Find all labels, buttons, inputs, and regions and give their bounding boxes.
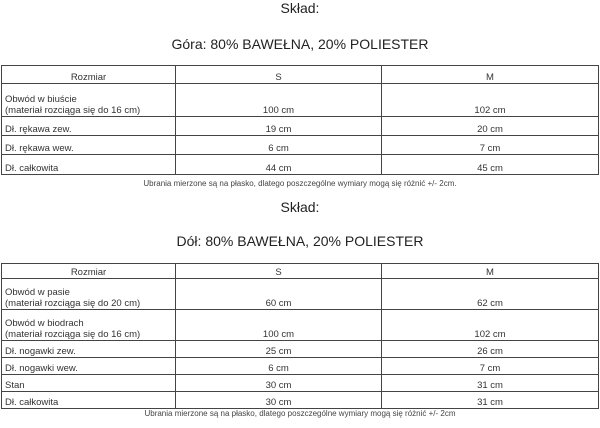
cell-s: 100 cm: [176, 84, 382, 117]
row-label: [2, 279, 176, 310]
table-row: [2, 279, 599, 310]
row-label: [2, 84, 176, 117]
cell-m: 26 cm: [382, 341, 599, 358]
top-size-table: [1, 65, 599, 175]
row-label: Dł. całkowita: [2, 155, 176, 175]
table-row: [2, 341, 599, 358]
cell-s: 19 cm: [176, 117, 382, 136]
header-m: M: [382, 264, 599, 279]
row-label-note: (materiał rozciąga się do 20 cm): [5, 298, 141, 309]
row-label-line: Obwód w pasie: [5, 287, 70, 298]
cell-m: 31 cm: [382, 375, 599, 392]
row-label: Dł. całkowita: [2, 392, 176, 409]
header-size: Rozmiar: [2, 264, 176, 279]
cell-s: 30 cm: [176, 375, 382, 392]
table-row: [2, 310, 599, 341]
cell-m: 102 cm: [382, 84, 599, 117]
bottom-composition: Dół: 80% BAWEŁNA, 20% POLIESTER: [176, 233, 424, 249]
header-s: S: [176, 66, 382, 84]
table-row: [2, 392, 599, 409]
row-label-note: (materiał rozciąga się do 16 cm): [5, 105, 141, 116]
cell-m: 7 cm: [382, 136, 599, 155]
table-header-row: [2, 66, 599, 84]
table-row: [2, 155, 599, 175]
cell-s: 6 cm: [176, 136, 382, 155]
cell-m: 20 cm: [382, 117, 599, 136]
table-row: [2, 358, 599, 375]
row-label-line: Obwód w biodrach: [5, 318, 84, 329]
header-s: S: [176, 264, 382, 279]
bottom-title: Skład:: [280, 199, 320, 215]
cell-s: 6 cm: [176, 358, 382, 375]
table-header-row: [2, 264, 599, 279]
measurement-note: Ubrania mierzone są na płasko, dlatego poszczególne wymiary mogą się różnić +/- 2cm: [144, 409, 456, 418]
cell-m: 45 cm: [382, 155, 599, 175]
cell-s: 25 cm: [176, 341, 382, 358]
table-row: [2, 117, 599, 136]
measurement-note: Ubrania mierzone są na płasko, dlatego poszczególne wymiary mogą się różnić +/- 2cm.: [143, 179, 457, 188]
cell-m: 7 cm: [382, 358, 599, 375]
cell-s: 30 cm: [176, 392, 382, 409]
row-label: Dł. rękawa wew.: [2, 136, 176, 155]
table-row: [2, 84, 599, 117]
row-label: Dł. nogawki wew.: [2, 358, 176, 375]
cell-m: 62 cm: [382, 279, 599, 310]
cell-s: 44 cm: [176, 155, 382, 175]
top-title: Skład:: [280, 0, 320, 16]
bottom-size-table: [1, 263, 599, 409]
header-m: M: [382, 66, 599, 84]
table-row: [2, 375, 599, 392]
row-label-note: (materiał rozciąga się do 16 cm): [5, 329, 141, 340]
row-label: Dł. nogawki zew.: [2, 341, 176, 358]
cell-m: 31 cm: [382, 392, 599, 409]
row-label: [2, 310, 176, 341]
cell-s: 100 cm: [176, 310, 382, 341]
header-size: Rozmiar: [2, 66, 176, 84]
table-row: [2, 136, 599, 155]
top-composition: Góra: 80% BAWEŁNA, 20% POLIESTER: [171, 36, 429, 52]
row-label: Dł. rękawa zew.: [2, 117, 176, 136]
row-label-line: Obwód w biuście: [5, 94, 77, 105]
row-label: Stan: [2, 375, 176, 392]
cell-m: 102 cm: [382, 310, 599, 341]
cell-s: 60 cm: [176, 279, 382, 310]
